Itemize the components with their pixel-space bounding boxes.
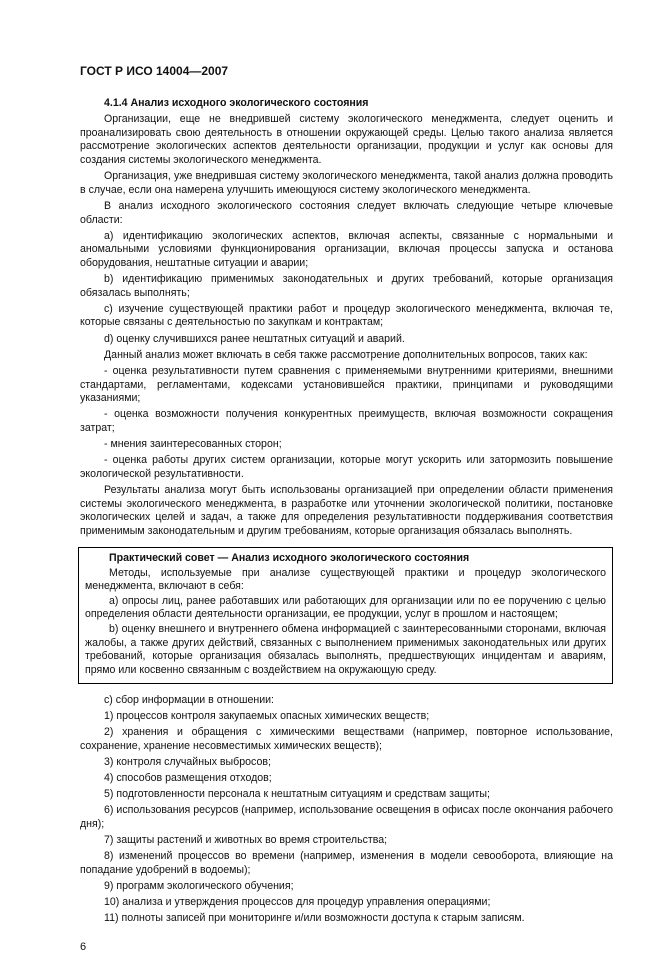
paragraph: Методы, используемые при анализе существующей практики и процедур экологического менеджмента, включают в себя: <box>85 566 606 592</box>
page-number: 6 <box>80 941 87 953</box>
paragraph: 4) способов размещения отходов; <box>104 771 272 784</box>
paragraph: b) идентификацию применимых законодательных и других требований, которые организация обязалась выполнять; <box>80 273 613 299</box>
document-header: ГОСТ Р ИСО 14004—2007 <box>80 64 229 78</box>
paragraph: c) изучение существующей практики работ и процедур экологического менеджмента, включая те, которые связаны с деятельностью по закупкам и контрактам; <box>80 302 613 329</box>
paragraph: - оценка работы других систем организации, которые могут ускорить или затормозить повышение экологической результативности. <box>80 454 613 480</box>
paragraph: Данный анализ может включать в себя также рассмотрение дополнительных вопросов, таких как: <box>104 348 588 361</box>
paragraph: Организация, уже внедрившая систему экологического менеджмента, такой анализ должна проводить в случае, если она намерена улучшить имеющуюся систему экологического менеджмента. <box>80 170 613 196</box>
paragraph: b) оценку внешнего и внутреннего обмена информацией с заинтересованными сторонами, включая жалобы, а также других действий, связанных с выполнением применимых законодательных или других требований, которые организация обязалась выполнять, предшествующих инцидентам и авариям, прямо или косвенно связанным с воздействием на окружающую среду. <box>85 623 606 676</box>
section-heading: Практический совет — Анализ исходного экологического состояния <box>109 551 470 564</box>
paragraph: 8) изменений процессов во времени (например, изменения в модели севооборота, влияющие на попадание удобрений в водоемы); <box>80 850 613 876</box>
paragraph: 1) процессов контроля закупаемых опасных химических веществ; <box>104 709 430 722</box>
paragraph: 6) использования ресурсов (например, использование освещения в офисах после окончания рабочего дня); <box>80 804 613 830</box>
paragraph: 5) подготовленности персонала к нештатным ситуациям и средствам защиты; <box>104 788 490 801</box>
paragraph: Организации, еще не внедрившей систему экологического менеджмента, следует оценить и проанализировать свою деятельность в отношении окружающей среды. Целью такого анализа является рассмотрение экологических аспектов деятельности организации, продукции и услуг как основы для создания системы экологического менеджмента. <box>80 113 613 166</box>
paragraph: 10) анализа и утверждения процессов для процедур управления операциями; <box>104 896 491 909</box>
section-heading: 4.1.4 Анализ исходного экологического состояния <box>104 97 369 109</box>
section-information-list <box>80 694 613 926</box>
paragraph: - мнения заинтересованных сторон; <box>104 438 282 451</box>
paragraph: В анализ исходного экологического состояния следует включать следующие четыре ключевые области: <box>80 199 613 226</box>
paragraph: 7) защиты растений и животных во время строительства; <box>104 834 388 847</box>
paragraph: - оценка возможности получения конкурентных преимуществ, включая возможности сокращения затрат; <box>80 408 613 434</box>
paragraph: d) оценку случившихся ранее нештатных ситуаций и аварий. <box>104 332 405 345</box>
practical-tip-box <box>78 547 613 684</box>
section-initial-review <box>80 97 613 539</box>
paragraph: 11) полноты записей при мониторинге и/или возможности доступа к старым записям. <box>104 912 525 925</box>
paragraph: - оценка результативности путем сравнения с применяемыми внутренними критериями, внешними стандартами, регламентами, кодексами установившейся практики, принципами и руководящими указаниями; <box>80 365 613 405</box>
paragraph: 9) программ экологического обучения; <box>104 880 294 893</box>
paragraph: Результаты анализа могут быть использованы организацией при определении области применения системы экологического менеджмента, в разработке или уточнении экологической политики, постановке экологических целей и задач, а также для определения результативности поддерживания соответствия применимым законодательным и другим требованиям, которые организация обязалась выполнять. <box>80 484 613 537</box>
paragraph: 3) контроля случайных выбросов; <box>104 755 271 768</box>
paragraph: 2) хранения и обращения с химическими веществами (например, повторное использование, сохранение, хранение несовместимых химических веществ); <box>80 725 613 752</box>
paragraph: a) идентификацию экологических аспектов, включая аспекты, связанные с нормальными и аномальными условиями функционирования организации, включая процессы запуска и останова оборудования, нештатные ситуации и аварии; <box>80 229 613 269</box>
paragraph: a) опросы лиц, ранее работавших или работающих для организации или по ее поручению с целью определения области деятельности организации, ее продукции, услуг в прошлом и настоящем; <box>85 594 606 621</box>
paragraph: c) сбор информации в отношении: <box>104 693 274 706</box>
